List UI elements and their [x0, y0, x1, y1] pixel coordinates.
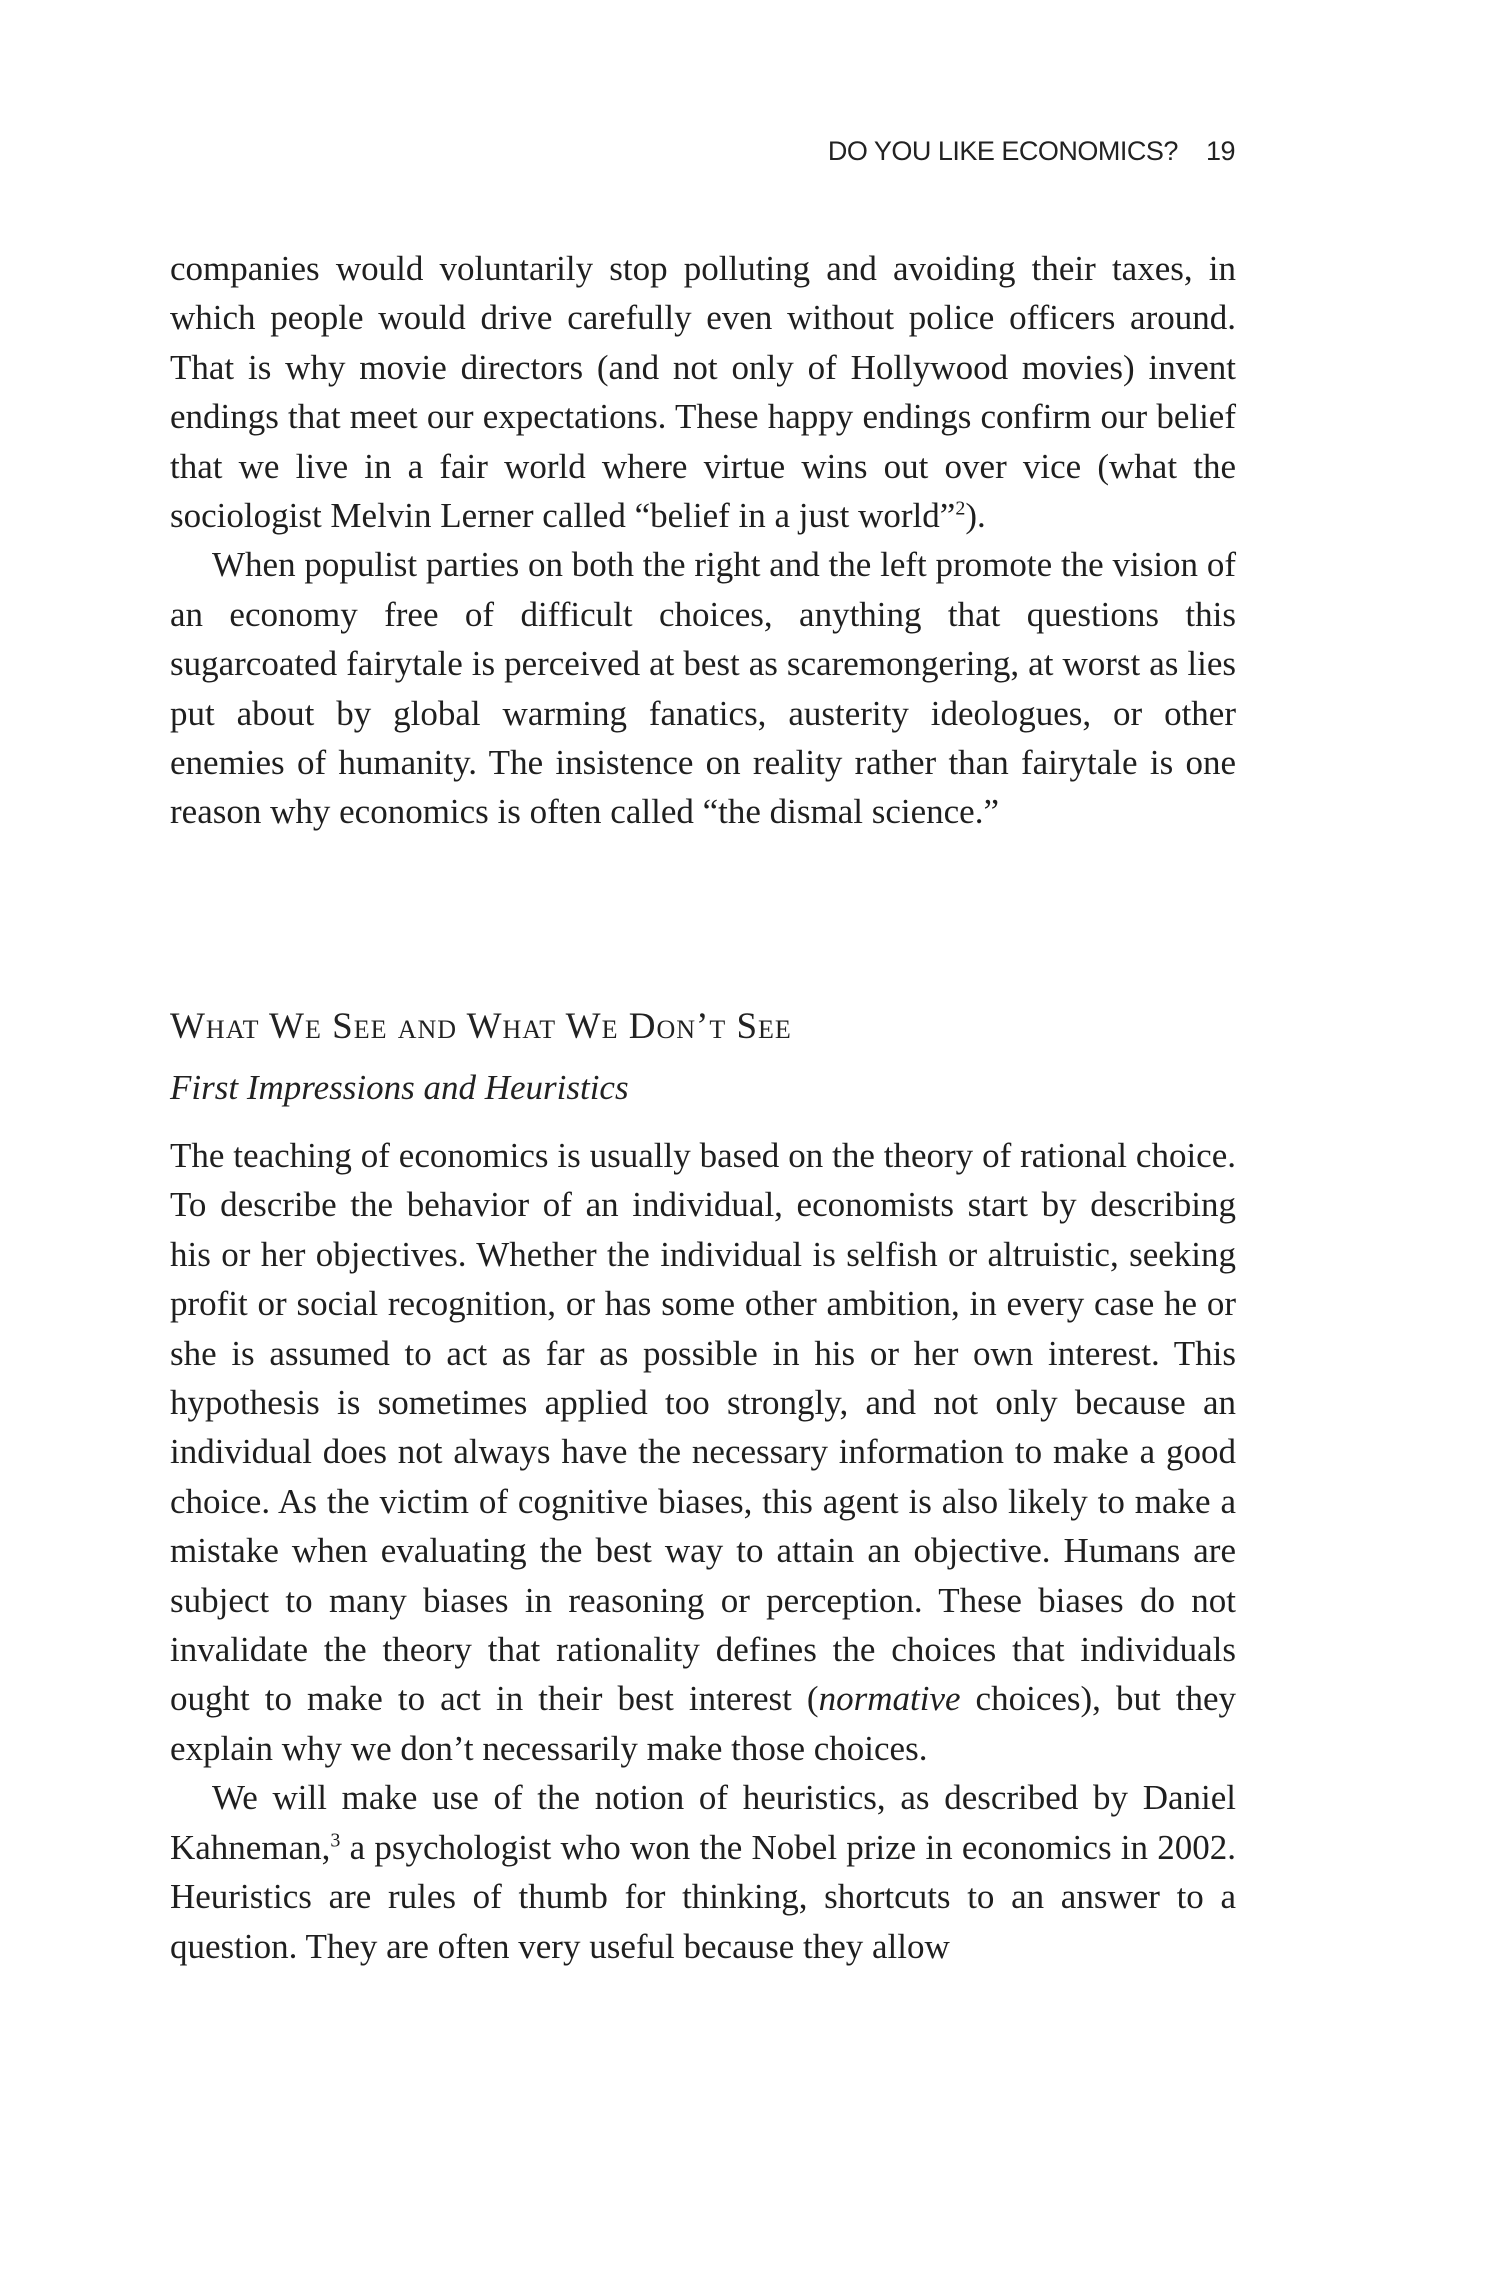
running-title: DO YOU LIKE ECONOMICS?	[827, 136, 1178, 166]
emphasis-text: normative	[818, 1679, 961, 1719]
paragraph	[170, 244, 1236, 540]
body-text-top	[170, 244, 1236, 837]
paragraph-text: ).	[965, 496, 986, 536]
running-head	[760, 136, 1235, 167]
paragraph	[170, 1773, 1236, 1971]
paragraph: When populist parties on both the right and the left promote the vision of an economy free of difficult choices, anything that questions this sugarcoated fairytale is perceived at best as scaremongering, at worst as lies put about by global warming fanatics, austerity ideologues, or other enemies of humanity. The insistence on reality rather than fairytale is one reason why economics is often called “the dismal science.”	[170, 545, 1236, 832]
paragraph	[170, 1131, 1236, 1773]
paragraph-text: companies would voluntarily stop polluting and avoiding their taxes, in which people would drive carefully even without police officers around. That is why movie directors (and not only of Hollywood movies) invent endings that meet our expectations. These happy endings confirm our belief that we live in a fair world where virtue wins out over vice (what the sociologist Melvin Lerner called “belief in a just world”	[170, 249, 1236, 536]
body-text-bottom	[170, 1131, 1236, 1971]
paragraph-text: We will make use of the notion of heuristics, as described by Daniel Kahneman,	[170, 1778, 1236, 1867]
paragraph-text: a psychologist who won the Nobel prize in economics in 2002. Heuristics are rules of thumb for thinking, shortcuts to an answer to a question. They are often very useful because they allow	[170, 1827, 1236, 1966]
paragraph-text: choices), but they explain why we don’t necessarily make those choices.	[170, 1679, 1236, 1768]
paragraph-text: The teaching of economics is usually based on the theory of rational choice. To describe the behavior of an individual, economists start by describing his or her objectives. Whether the individual is selfish or altruistic, seeking profit or social recognition, or has some other ambition, in every case he or she is assumed to act as far as possible in his or her own interest. This hypothesis is sometimes applied too strongly, and not only because an individual does not always have the necessary information to make a good choice. As the victim of cognitive biases, this agent is also likely to make a mistake when evaluating the best way to attain an objective. Humans are subject to many biases in reasoning or perception. These biases do not invalidate the theory that rationality defines the choices that individuals ought to make to act in their best interest (	[170, 1136, 1236, 1719]
page-number: 19	[1205, 136, 1235, 166]
section-heading: What We See and What We Don’t See	[170, 1006, 792, 1047]
footnote-ref[interactable]: 2	[955, 497, 966, 520]
subsection-heading: First Impressions and Heuristics	[170, 1068, 629, 1107]
footnote-ref[interactable]: 3	[330, 1829, 341, 1852]
